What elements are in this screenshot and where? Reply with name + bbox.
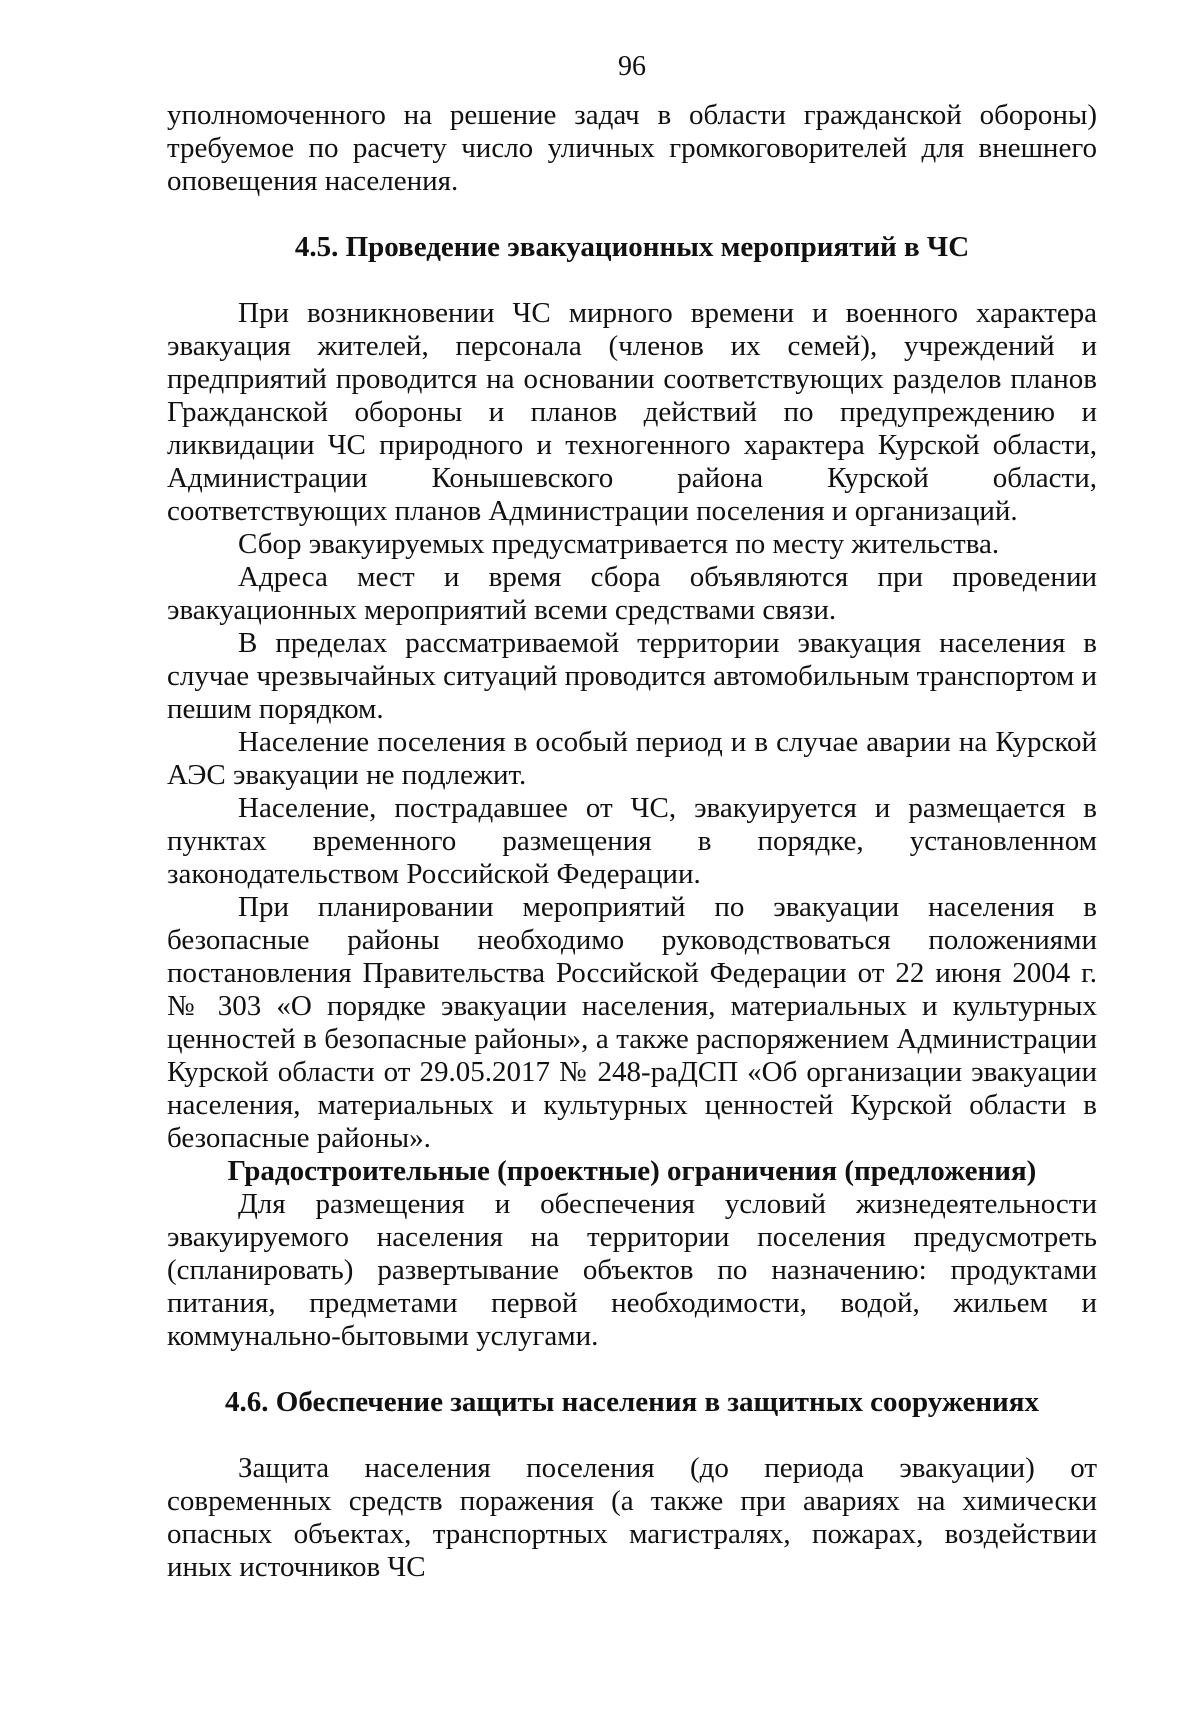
paragraph: Адреса мест и время сбора объявляются при проведении эвакуационных мероприятий всеми средствами связи. [167, 561, 1097, 626]
paragraph: Защита населения поселения (до периода эвакуации) от современных средств поражения (а также при авариях на химически опасных объектах, транспортных магистралях, пожарах, воздействии иных источников ЧС [167, 1452, 1097, 1583]
document-page [167, 50, 1097, 1584]
paragraph: При возникновении ЧС мирного времени и военного характера эвакуация жителей, персонала (членов их семей), учреждений и предприятий проводится на основании соответствующих разделов планов Гражданской обороны и планов действий по предупреждению и ликвидации ЧС природного и техногенного характера Курской области, Администрации Конышевского района Курской области, соответствующих планов Администрации поселения и организаций. [167, 297, 1097, 527]
paragraph: Для размещения и обеспечения условий жизнедеятельности эвакуируемого населения на территории поселения предусмотреть (спланировать) развертывание объектов по назначению: продуктами питания, предметами первой необходимости, водой, жильем и коммунально-бытовыми услугами. [167, 1188, 1097, 1352]
paragraph: В пределах рассматриваемой территории эвакуация населения в случае чрезвычайных ситуаций проводится автомобильным транспортом и пешим порядком. [167, 627, 1097, 725]
section-heading-4-6: 4.6. Обеспечение защиты населения в защитных сооружениях [225, 1386, 1039, 1418]
page-number: 96 [618, 51, 646, 82]
paragraph: Население поселения в особый период и в случае аварии на Курской АЭС эвакуации не подлежит. [167, 726, 1097, 791]
paragraph: Сбор эвакуируемых предусматривается по месту жительства. [238, 528, 1000, 560]
subheading-urban-restrictions: Градостроительные (проектные) ограничения (предложения) [227, 1155, 1037, 1187]
paragraph: При планировании мероприятий по эвакуации населения в безопасные районы необходимо руководствоваться положениями постановления Правительства Российской Федерации от 22 июня 2004 г. № 303 «О порядке эвакуации населения, материальных и культурных ценностей в безопасные районы», а также распоряжением Администрации Курской области от 29.05.2017 № 248-раДСП «Об организации эвакуации населения, материальных и культурных ценностей Курской области в безопасные районы». [167, 891, 1097, 1154]
intro-paragraph: уполномоченного на решение задач в области гражданской обороны) требуемое по расчету число уличных громкоговорителей для внешнего оповещения населения. [167, 99, 1097, 197]
paragraph: Население, пострадавшее от ЧС, эвакуируется и размещается в пунктах временного размещения в порядке, установленном законодательством Российской Федерации. [167, 792, 1097, 890]
section-heading-4-5: 4.5. Проведение эвакуационных мероприятий в ЧС [294, 231, 970, 263]
